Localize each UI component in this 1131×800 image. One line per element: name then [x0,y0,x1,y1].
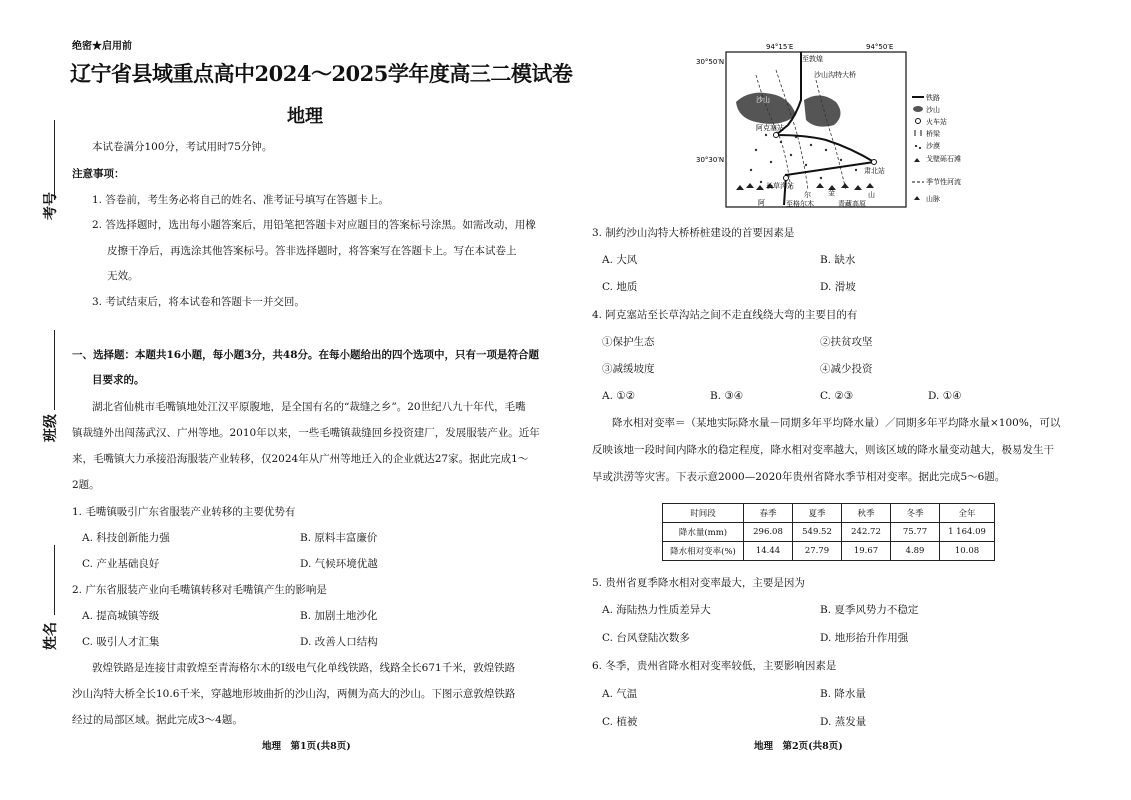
q4-stem: 4. 阿克塞站至长草沟站之间不走直线绕大弯的主要目的有 [592,309,858,321]
passage3-line3: 旱或洪涝等灾害。下表示意2000—2020年贵州省降水季节相对变率。据此完成5～6题。 [592,471,1006,483]
exam-no-label: 考号 [43,192,59,220]
passage3-line2: 反映该地一段时间内降水的稳定程度，降水相对变率越大，则该区域的降水量变动越大，极易发生干 [592,444,1054,456]
q4-item-4: ④减少投资 [820,363,873,375]
table-cell: 296.08 [744,523,793,542]
map-lon2: 94°50′E [866,43,894,51]
passage1-line3: 来，毛嘴镇大力承接沿海服装产业转移，仅2024年从广州等地迁入的企业就达27家。据此完成1～ [72,453,529,465]
map-akesai: 阿克塞站 [756,124,784,132]
legend-desert: 沙漠 [926,142,940,150]
passage2-line2: 沙山沟特大桥全长10.6千米，穿越地形坡曲折的沙山沟，两侧为高大的沙山。下图示意敦煌铁路 [72,688,516,700]
table-cell: 降水量(mm) [663,523,744,542]
q5-option-d[interactable]: D. 地形抬升作用强 [820,632,909,644]
passage1-line4: 2题。 [72,479,100,491]
table-cell: 242.72 [842,523,891,542]
q6-option-c[interactable]: C. 植被 [602,716,638,728]
sidebar-line-bottom [54,545,55,615]
map-mtn-4: 山 [868,191,875,199]
secret-label: 绝密★启用前 [72,41,132,52]
q1-option-b[interactable]: B. 原料丰富廉价 [300,532,378,544]
map-subei: 肃北站 [864,167,885,175]
map-lat1: 30°50′N [696,58,725,66]
q6-stem: 6. 冬季，贵州省降水相对变率较低，主要影响因素是 [592,660,837,672]
table-row [663,542,995,561]
table-cell: 10.08 [940,542,995,561]
table-cell: 降水相对变率(%) [663,542,744,561]
note-2a: 2. 答选择题时，选出每小题答案后，用铅笔把答题卡对应题目的答案标号涂黑。如需改动，用橡 [92,219,536,231]
footer-right: 地理 第2页(共8页) [754,741,843,752]
table-cell: 549.52 [793,523,842,542]
q5-option-b[interactable]: B. 夏季风势力不稳定 [820,604,919,616]
precipitation-table [662,503,995,561]
sidebar-line-mid [54,330,55,410]
q3-option-a[interactable]: A. 大风 [602,254,638,266]
map-mtn-2: 尔 [804,191,811,199]
q2-option-d[interactable]: D. 改善人口结构 [300,636,378,648]
table-header-cell: 冬季 [891,504,940,523]
sidebar-line-top [54,120,55,200]
section-heading-b: 目要求的。 [92,374,145,386]
map-sand-label: 沙山 [756,96,770,104]
q6-option-b[interactable]: B. 降水量 [820,688,866,700]
q4-option-d[interactable]: D. ①④ [928,390,962,402]
map-mtn-1: 阿 [758,199,765,207]
class-label: 班级 [43,414,59,442]
map-lat2: 30°30′N [696,156,725,164]
q3-stem: 3. 制约沙山沟特大桥桥桩建设的首要因素是 [592,227,795,239]
q6-option-a[interactable]: A. 气温 [602,688,638,700]
q4-item-2: ②扶贫攻坚 [820,336,873,348]
map-mtn-3: 金 [828,189,835,197]
table-cell: 1 164.09 [940,523,995,542]
railway-map [696,40,961,215]
q3-option-d[interactable]: D. 滑坡 [820,281,856,293]
table-header-cell: 春季 [744,504,793,523]
q5-option-c[interactable]: C. 台风登陆次数多 [602,632,690,644]
map-to-golmud: 至格尔木 [786,200,814,208]
legend-bridge: 桥梁 [926,130,940,138]
q2-option-a[interactable]: A. 提高城镇等级 [82,610,160,622]
passage2-line1: 敦煌铁路是连接甘肃敦煌至青海格尔木的Ⅰ级电气化单线铁路，线路全长671千米，敦煌铁路 [92,662,516,674]
legend-railway: 铁路 [926,94,940,102]
passage3-line1: 降水相对变率＝（某地实际降水量－同期多年平均降水量）／同期多年平均降水量×100%，可以 [612,417,1061,429]
passage1-line1: 湖北省仙桃市毛嘴镇地处江汉平原腹地，是全国有名的“裁缝之乡”。20世纪八九十年代，毛嘴 [92,401,526,413]
table-cell: 14.44 [744,542,793,561]
q4-item-3: ③减缓坡度 [602,363,655,375]
legend-station: 火车站 [926,118,947,126]
note-3: 3. 考试结束后，将本试卷和答题卡一并交回。 [92,296,305,308]
q1-option-a[interactable]: A. 科技创新能力强 [82,532,170,544]
name-label: 姓名 [43,622,59,650]
map-changcao: 长草沟站 [766,182,794,190]
q1-stem: 1. 毛嘴镇吸引广东省服装产业转移的主要优势有 [72,506,296,518]
q4-item-1: ①保护生态 [602,336,655,348]
notes-title: 注意事项： [72,168,125,180]
exam-title: 辽宁省县域重点高中2024～2025学年度高三二模试卷 [70,61,573,86]
q3-option-b[interactable]: B. 缺水 [820,254,856,266]
q4-option-c[interactable]: C. ②③ [820,390,854,402]
table-header-row [663,504,995,523]
q2-option-c[interactable]: C. 吸引人才汇集 [82,636,160,648]
q4-option-a[interactable]: A. ①② [602,390,636,402]
q2-stem: 2. 广东省服装产业向毛嘴镇转移对毛嘴镇产生的影响是 [72,584,327,596]
table-cell: 27.79 [793,542,842,561]
score-line: 本试卷满分100分，考试用时75分钟。 [92,141,273,153]
footer-left: 地理 第1页(共8页) [262,741,351,752]
q3-option-c[interactable]: C. 地质 [602,281,638,293]
section-heading-a: 一、选择题：本题共16小题，每小题3分，共48分。在每小题给出的四个选项中，只有一项是符合题 [72,349,540,361]
subject-title: 地理 [287,106,323,127]
q5-stem: 5. 贵州省夏季降水相对变率最大，主要是因为 [592,577,805,589]
q1-option-c[interactable]: C. 产业基础良好 [82,558,160,570]
passage2-line3: 经过的局部区域。据此完成3～4题。 [72,714,243,726]
table-row [663,523,995,542]
table-cell: 75.77 [891,523,940,542]
q2-option-b[interactable]: B. 加剧土地沙化 [300,610,378,622]
table-cell: 19.67 [842,542,891,561]
q4-option-b[interactable]: B. ③④ [710,390,744,402]
legend-gobi: 戈壁砾石滩 [926,155,961,163]
station-akesai [774,133,779,138]
station-changcao [784,176,789,181]
map-to-dunhuang: 至敦煌 [802,55,823,63]
q6-option-d[interactable]: D. 蒸发量 [820,716,867,728]
map-legend [912,93,961,203]
note-2b: 皮擦干净后，再选涂其他答案标号。答非选择题时，将答案写在答题卡上。写在本试卷上 [107,245,517,257]
table-header-cell: 时间段 [663,504,744,523]
map-bridge: 沙山沟特大桥 [814,71,856,79]
note-2c: 无效。 [107,270,139,282]
table-header-cell: 全年 [940,504,995,523]
legend-mountain: 山脉 [926,195,940,203]
station-subei [872,160,877,165]
table-header-cell: 秋季 [842,504,891,523]
q5-option-a[interactable]: A. 海陆热力性质差异大 [602,604,711,616]
legend-sand: 沙山 [926,106,940,114]
map-lon1: 94°15′E [766,43,794,51]
q1-option-d[interactable]: D. 气候环境优越 [300,558,378,570]
map-plateau: 青藏高原 [838,200,866,208]
table-header-cell: 夏季 [793,504,842,523]
legend-river: 季节性河流 [926,178,961,186]
table-cell: 4.89 [891,542,940,561]
passage1-line2: 镇裁缝外出闯荡武汉、广州等地。2010年以来，一些毛嘴镇裁缝回乡投资建厂，发展服装产业。近年 [72,427,540,439]
note-1: 1. 答卷前，考生务必将自己的姓名、准考证号填写在答题卡上。 [92,194,389,206]
